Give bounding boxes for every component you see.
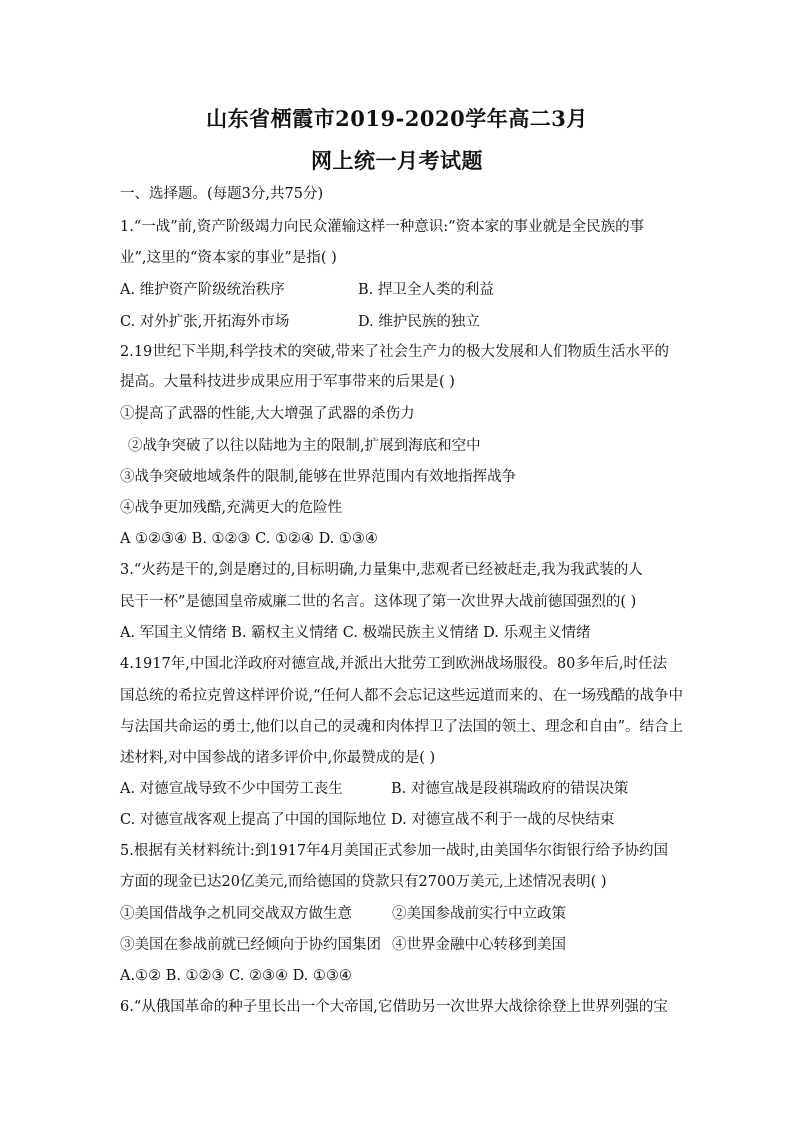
q1-option-c: C. 对外扩张,开拓海外市场 [120,314,290,330]
q3-stem-line1: 3.“火药是干的,剑是磨过的,目标明确,力量集中,悲观者已经被赶走,我为我武装的人 [120,562,643,578]
q1-option-a: A. 维护资产阶级统治秩序 [120,282,285,298]
q4-stem-line3: 与法国共命运的勇士,他们以自己的灵魂和肉体捍卫了法国的领土、理念和自由”。结合上 [120,719,684,735]
q1-stem-line1: 1.“一战”前,资产阶级竭力向民众灌输这样一种意识:“资本家的事业就是全民族的事 [120,219,645,235]
q5-item4: ④世界金融中心转移到美国 [392,937,566,953]
q5-item3: ③美国在参战前就已经倾向于协约国集团 [120,937,381,953]
q2-item3: ③战争突破地域条件的限制,能够在世界范围内有效地指挥战争 [120,469,517,485]
q2-options: A ①②③④ B. ①②③ C. ①②④ D. ①③④ [120,531,378,547]
q6-stem-line1: 6.“从俄国革命的种子里长出一个大帝国,它借助另一次世界大战徐徐登上世界列强的宝 [120,999,668,1015]
q5-item1: ①美国借战争之机同交战双方做生意 [120,906,352,922]
q4-option-b: B. 对德宣战是段祺瑞政府的错误决策 [391,781,629,797]
q4-option-a: A. 对德宣战导致不少中国劳工丧生 [120,781,343,797]
q2-item4: ④战争更加残酷,充满更大的危险性 [120,500,343,516]
q5-options: A.①② B. ①②③ C. ②③④ D. ①③④ [120,968,352,984]
q2-item1: ①提高了武器的性能,大大增强了武器的杀伤力 [120,406,415,422]
q4-stem-line2: 国总统的希拉克曾这样评价说,“任何人都不会忘记这些远道而来的、在一场残酷的战争中 [120,688,684,704]
exam-title-line2: 网上统一月考试题 [311,148,483,173]
q5-stem-line1: 5.根据有关材料统计:到1917年4月美国正式参加一战时,由美国华尔街银行给予协约国 [120,843,668,859]
q5-stem-line2: 方面的现金已达20亿美元,而给德国的贷款只有2700万美元,上述情况表明( ) [120,874,607,890]
q4-stem-line4: 述材料,对中国参战的诸多评价中,你最赞成的是( ) [120,750,436,766]
q1-option-b: B. 捍卫全人类的利益 [358,282,494,298]
q4-option-d: D. 对德宣战不利于一战的尽快结束 [391,812,615,828]
section-heading: 一、选择题。(每题3分,共75分) [120,186,324,202]
q3-options: A. 军国主义情绪 B. 霸权主义情绪 C. 极端民族主义情绪 D. 乐观主义情绪 [120,625,591,641]
q2-item2: ②战争突破了以往以陆地为主的限制,扩展到海底和空中 [128,438,481,454]
q2-stem-line1: 2.19世纪下半期,科学技术的突破,带来了社会生产力的极大发展和人们物质生活水平的 [120,344,670,360]
q1-option-d: D. 维护民族的独立 [358,314,480,330]
q1-stem-line2: 业”,这里的“资本家的事业”是指( ) [120,250,337,266]
q2-stem-line2: 提高。大量科技进步成果应用于军事带来的后果是( ) [120,374,455,390]
q4-option-c: C. 对德宣战客观上提高了中国的国际地位 [120,812,387,828]
q5-item2: ②美国参战前实行中立政策 [392,906,566,922]
exam-title-line1: 山东省栖霞市2019-2020学年高二3月 [206,106,588,131]
q3-stem-line2: 民干一杯”是德国皇帝威廉二世的名言。这体现了第一次世界大战前德国强烈的( ) [120,594,637,610]
q4-stem-line1: 4.1917年,中国北洋政府对德宣战,并派出大批劳工到欧洲战场服役。80多年后,时任法 [120,656,668,672]
